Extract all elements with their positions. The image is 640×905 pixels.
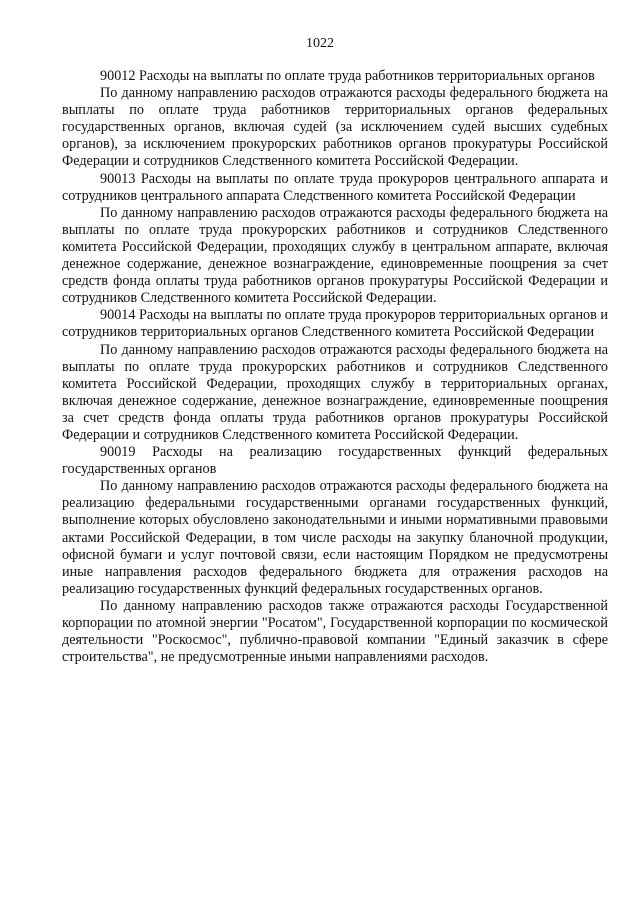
paragraph-90019-description: По данному направлению расходов отражаются расходы федерального бюджета на реализацию федеральными государственными органами государственных функций, выполнение которых обусловлено законодательными и иными нормативными правовыми актами Российской Федерации, в том числе расходы на закупку бланочной продукции, офисной бумаги и услуг почтовой связи, если настоящим Порядком не предусмотрены иные направления расходов федерального бюджета для отражения расходов на реализацию государственных функций федеральных государственных органов. <box>62 478 608 597</box>
paragraph-90013-description: По данному направлению расходов отражаются расходы федерального бюджета на выплаты по оплате труда прокурорских работников и сотрудников Следственного комитета Российской Федерации, проходящих службу в центральном аппарате, включая денежное содержание, денежное вознаграждение, единовременные поощрения за счет средств фонда оплаты труда работников органов прокуратуры Российской Федерации и сотрудников Следственного комитета Российской Федерации. <box>62 204 608 307</box>
heading-90012: 90012 Расходы на выплаты по оплате труда работников территориальных органов <box>100 68 595 84</box>
page-number: 1022 <box>306 36 334 51</box>
heading-90014: 90014 Расходы на выплаты по оплате труда прокуроров территориальных органов и сотрудников территориальных органов Следственного комитета Российской Федерации <box>62 307 608 341</box>
paragraph-90012-description: По данному направлению расходов отражаются расходы федерального бюджета на выплаты по оплате труда работников территориальных органов федеральных государственных органов, включая судей (за исключением судей высших судебных органов), за исключением прокурорских работников органов прокуратуры Российской Федерации и сотрудников Следственного комитета Российской Федерации. <box>62 85 608 170</box>
paragraph-90014-description: По данному направлению расходов отражаются расходы федерального бюджета на выплаты по оплате труда прокурорских работников и сотрудников Следственного комитета Российской Федерации, проходящих службу в территориальных органах, включая денежное содержание, денежное вознаграждение, единовременные поощрения за счет средств фонда оплаты труда работников органов прокуратуры Российской Федерации и сотрудников Следственного комитета Российской Федерации. <box>62 341 608 443</box>
paragraph-90019-additional: По данному направлению расходов также отражаются расходы Государственной корпорации по атомной энергии "Росатом", Государственной корпорации по космической деятельности "Роскосмос", публично-правовой компании "Единый заказчик в сфере строительства", не предусмотренные иными направлениями расходов. <box>62 597 608 666</box>
heading-90019: 90019 Расходы на реализацию государственных функций федеральных государственных органов <box>62 444 608 478</box>
heading-90013: 90013 Расходы на выплаты по оплате труда прокуроров центрального аппарата и сотрудников центрального аппарата Следственного комитета Российской Федерации <box>62 170 608 204</box>
document-body <box>62 68 608 666</box>
